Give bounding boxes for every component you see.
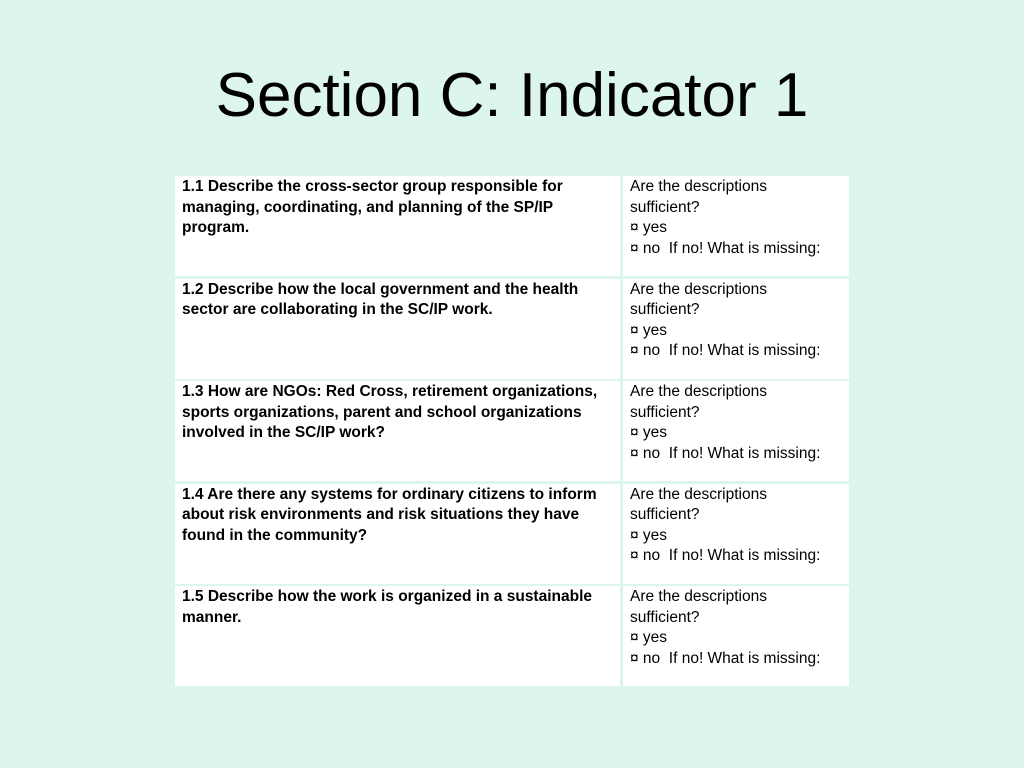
yes-option: ¤ yes bbox=[630, 629, 668, 646]
yes-option: ¤ yes bbox=[630, 219, 668, 236]
question-cell: 1.2 Describe how the local government and the health sector are collaborating in the SC/IP work. bbox=[175, 279, 620, 379]
no-option: ¤ no If no! What is missing: bbox=[630, 547, 821, 564]
yes-option: ¤ yes bbox=[630, 424, 668, 441]
no-option: ¤ no If no! What is missing: bbox=[630, 649, 821, 667]
answer-prompt-line: Are the descriptions bbox=[630, 280, 767, 298]
answer-cell bbox=[623, 279, 849, 379]
slide-title: Section C: Indicator 1 bbox=[215, 61, 809, 130]
table-row bbox=[175, 279, 849, 379]
yes-option: ¤ yes bbox=[630, 321, 668, 339]
no-option: ¤ no If no! What is missing: bbox=[630, 444, 821, 462]
answer-prompt-line: Are the descriptions bbox=[630, 178, 767, 195]
answer-cell bbox=[623, 176, 849, 276]
no-option: ¤ no If no! What is missing: bbox=[630, 342, 821, 359]
answer-prompt-line: sufficient? bbox=[630, 608, 700, 626]
answer-prompt-line: sufficient? bbox=[630, 506, 700, 523]
answer-cell bbox=[623, 484, 849, 584]
answer-prompt-line: Are the descriptions bbox=[630, 383, 767, 400]
yes-option: ¤ yes bbox=[630, 526, 668, 544]
table-row bbox=[175, 586, 849, 686]
table-row bbox=[175, 381, 849, 481]
question-cell: 1.5 Describe how the work is organized in a sustainable manner. bbox=[175, 586, 620, 686]
question-cell: 1.4 Are there any systems for ordinary citizens to inform about risk environments and risk situations they have found in the community? bbox=[175, 484, 620, 584]
answer-prompt-line: sufficient? bbox=[630, 198, 700, 216]
indicator-table bbox=[175, 176, 849, 689]
answer-cell bbox=[623, 586, 849, 686]
answer-cell bbox=[623, 381, 849, 481]
answer-prompt-line: sufficient? bbox=[630, 403, 700, 421]
answer-prompt-line: Are the descriptions bbox=[630, 485, 767, 503]
question-cell: 1.1 Describe the cross-sector group responsible for managing, coordinating, and planning of the SP/IP program. bbox=[175, 176, 620, 276]
answer-prompt-line: sufficient? bbox=[630, 301, 700, 318]
table-row bbox=[175, 176, 849, 276]
table-row bbox=[175, 484, 849, 584]
question-cell: 1.3 How are NGOs: Red Cross, retirement organizations, sports organizations, parent and school organizations involved in the SC/IP work? bbox=[175, 381, 620, 481]
no-option: ¤ no If no! What is missing: bbox=[630, 239, 821, 257]
answer-prompt-line: Are the descriptions bbox=[630, 588, 767, 605]
